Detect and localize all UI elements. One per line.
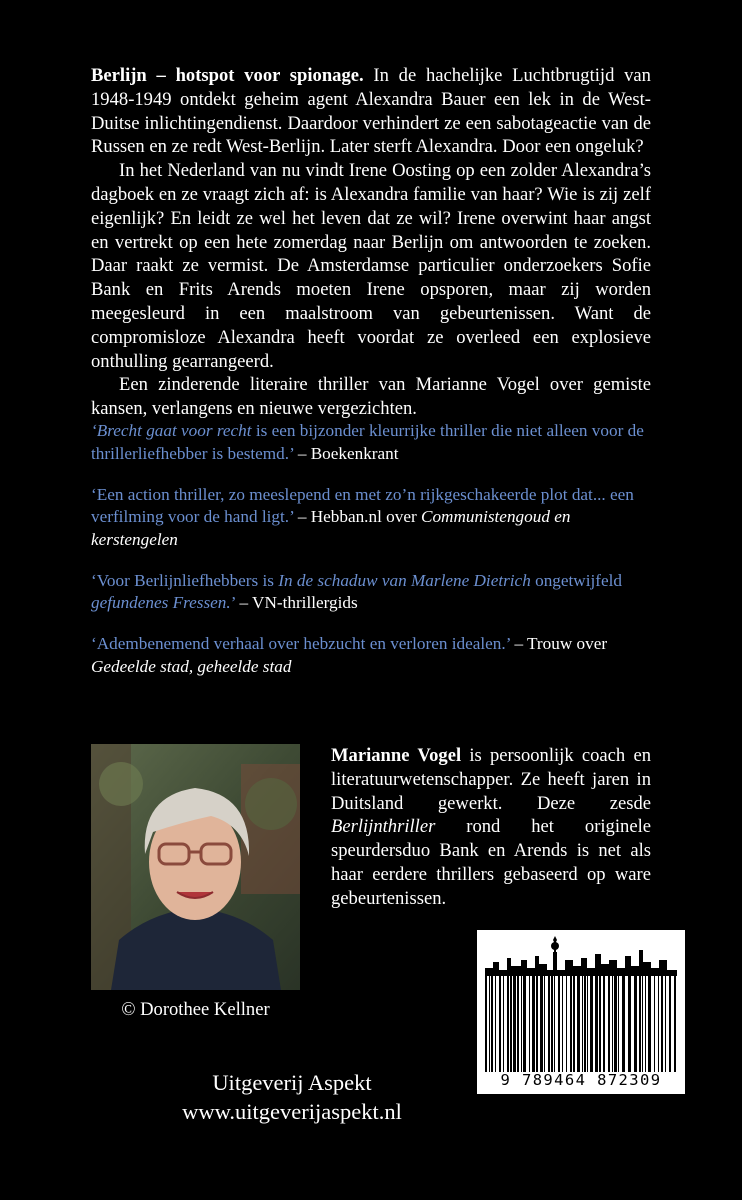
barcode-bar (507, 976, 509, 1072)
barcode-bar (661, 976, 663, 1072)
barcode-bar (634, 976, 637, 1072)
quote-source-title: Gedeelde stad, geheelde stad (91, 656, 292, 676)
quote-text: ’ (230, 593, 236, 612)
review-quote-2 (91, 484, 651, 552)
barcode-bar (603, 976, 605, 1072)
barcode-bar (658, 976, 659, 1072)
barcode-bar (665, 976, 666, 1072)
barcode-bar (648, 976, 651, 1072)
review-quote-3 (91, 570, 651, 615)
barcode-bar (584, 976, 586, 1072)
barcode-bar (495, 976, 496, 1072)
barcode-bar (558, 976, 560, 1072)
barcode-bar (577, 976, 580, 1072)
barcode-bar (562, 976, 563, 1072)
review-quotes (91, 420, 651, 697)
author-name: Marianne Vogel (331, 745, 462, 766)
barcode-bar (654, 976, 655, 1072)
barcode-bar (595, 976, 598, 1072)
quote-title: ‘Brecht gaat voor recht (91, 421, 252, 440)
quote-source: – Hebban.nl over (293, 507, 421, 526)
barcode-bar (587, 976, 588, 1072)
quote-title: In de schaduw van Marlene Dietrich (278, 570, 531, 590)
barcode-bar (639, 976, 641, 1072)
barcode-bar (551, 976, 553, 1072)
barcode-bar (499, 976, 501, 1072)
barcode-bar (608, 976, 610, 1072)
barcode-bar (523, 976, 526, 1072)
isbn-digits: 9 789464 872309 (500, 1071, 662, 1089)
tv-tower-sphere (551, 942, 559, 950)
barcode-bar (544, 976, 545, 1072)
author-bio (331, 744, 651, 911)
barcode-bar (503, 976, 504, 1072)
barcode-bar (645, 976, 646, 1072)
barcode-bar (570, 976, 572, 1072)
barcode-bar (532, 976, 535, 1072)
barcode-bar (614, 976, 617, 1072)
quote-source-title: Communistengoud en kerstengelen (91, 507, 571, 549)
blurb-paragraph-1-text: In de hachelijke Luchtbrugtijd van 1948-1949 ontdekt geheim agent Alexandra Bauer een lek in de West-Duitse inlichtingendienst. Daardoor verhindert ze een sabotageactie van de Russen en ze redt West-Berlijn. Later sterft Alexandra. Door een ongeluk? (91, 65, 651, 158)
quote-source: – VN-thrillergids (235, 593, 358, 612)
quote-text: ongetwijfeld (530, 570, 622, 590)
barcode-bar (628, 976, 631, 1072)
barcode-bar (548, 976, 550, 1072)
barcode-bar (510, 976, 512, 1072)
blurb-paragraph-2: In het Nederland van nu vindt Irene Oosting op een zolder Alexandra’s dagboek en ze vraagt zich af: is Alexandra familie van haar? Wie is zij zelf eigenlijk? En leidt ze wel het leven dat ze wil? Irene overwint haar angst en vertrekt op een hete zomerdag naar Berlijn om antwoorden te zoeken. Daar raakt ze vermist. De Amsterdamse particulier onderzoekers Sofie Bank en Frits Arends moeten Irene opsporen, maar zij worden meegesleurd in een maalstroom van gebeurtenissen. Want de compromisloze Alexandra heeft voordat ze overleed een explosieve onthulling gearrangeerd. (91, 160, 651, 372)
series-name: Berlijnthriller (331, 816, 436, 838)
blurb-paragraph-1 (91, 64, 651, 159)
blurb-paragraph-3: Een zinderende literaire thriller van Marianne Vogel over gemiste kansen, verlangens en nieuwe vergezichten. (91, 374, 651, 420)
quote-text: is een bijzonder kleurrijke thriller die niet alleen voor de thrillerliefhebber is bestemd.’ (91, 421, 644, 463)
back-cover-blurb (91, 64, 651, 421)
barcode-bar (485, 976, 487, 1072)
barcode-bar (517, 976, 519, 1072)
barcode-bar (674, 976, 676, 1072)
barcode-bar (540, 976, 543, 1072)
author-portrait-image (91, 744, 300, 990)
blurb-headline: Berlijn – hotspot voor spionage. (91, 65, 364, 86)
author-bio-text: rond het originele speurdersduo Bank en Arends is net als haar eerdere thrillers gebaseerd op ware gebeurtenissen. (331, 816, 651, 909)
quote-phrase: gefundenes Fressen. (91, 593, 231, 612)
barcode-bar (573, 976, 575, 1072)
publisher-url: www.uitgeverijaspekt.nl (182, 1099, 402, 1124)
barcode-bar (566, 976, 567, 1072)
barcode-bar (554, 976, 555, 1072)
review-quote-1 (91, 420, 651, 465)
barcode-bar (669, 976, 671, 1072)
quote-source: – Trouw over (510, 634, 608, 653)
barcode-bar (618, 976, 619, 1072)
barcode-bar (513, 976, 516, 1072)
photo-credit: © Dorothee Kellner (121, 999, 270, 1020)
author-photo (91, 744, 300, 990)
quote-text: ‘Voor Berlijnliefhebbers is (91, 570, 279, 590)
berlin-skyline-icon (485, 936, 677, 976)
barcode-bar (529, 976, 530, 1072)
barcode-bar (491, 976, 493, 1072)
barcode-bar (612, 976, 613, 1072)
barcode-bar (582, 976, 583, 1072)
publisher-name: Uitgeverij Aspekt (212, 1070, 372, 1095)
quote-text: ‘Een action thriller, zo meeslepend en met zo’n rijkgeschakeerde plot dat... een verfilming voor de hand ligt.’ (91, 484, 634, 526)
isbn-barcode (477, 930, 685, 1094)
skyline-barcode-graphic (477, 930, 685, 1094)
barcode-bar (521, 976, 522, 1072)
barcode-bar (489, 976, 490, 1072)
quote-source: – Boekenkrant (293, 443, 399, 463)
barcode-bar (599, 976, 601, 1072)
quote-text: ‘Adembenemend verhaal over hebzucht en verloren idealen.’ (91, 634, 511, 653)
barcode-bar (622, 976, 625, 1072)
review-quote-4 (91, 633, 651, 678)
publisher-block (152, 1068, 432, 1126)
barcode-bar (536, 976, 538, 1072)
author-bio-text: is persoonlijk coach en literatuurwetenschapper. Ze heeft jaren in Duitsland gewerkt. Deze zesde (331, 745, 651, 814)
barcode-bar (642, 976, 643, 1072)
barcode-bar (590, 976, 593, 1072)
